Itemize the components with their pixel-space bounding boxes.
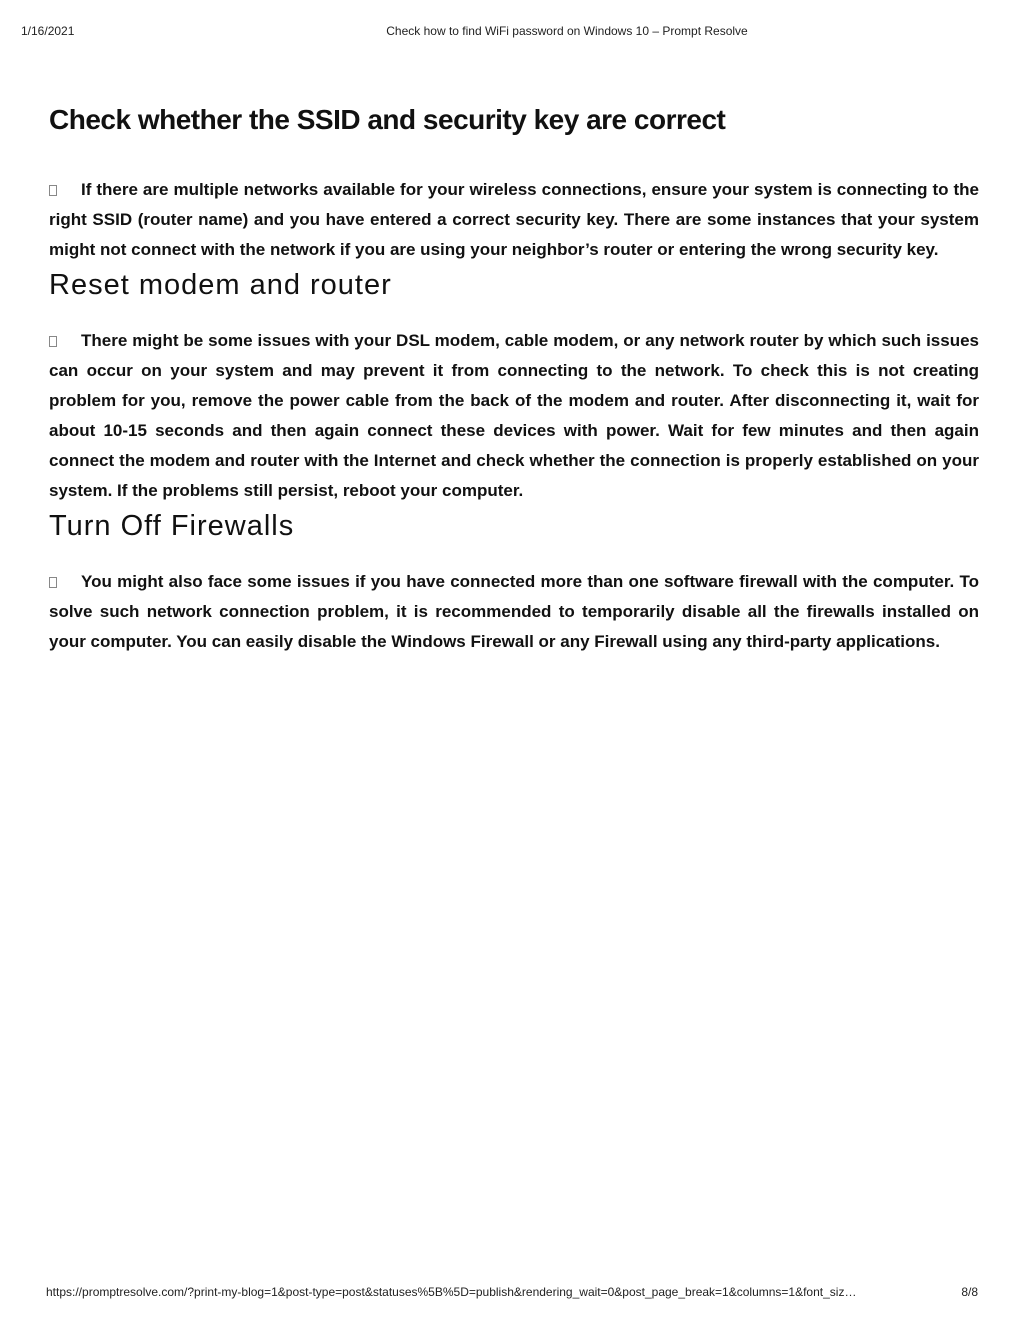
- heading-reset-modem-router: Reset modem and router: [49, 269, 392, 301]
- print-doc-title: Check how to find WiFi password on Windows 10 – Prompt Resolve: [386, 24, 748, 38]
- print-url: https://promptresolve.com/?print-my-blog=1&post-type=post&statuses%5B%5D=publish&rendering_wait=0&post_page_break=1&columns=1&font_siz…: [46, 1285, 857, 1299]
- missing-glyph-icon: [49, 185, 57, 196]
- paragraph-turn-off-firewalls: [49, 567, 979, 657]
- page-number: 8/8: [961, 1285, 978, 1299]
- paragraph-text: You might also face some issues if you have connected more than one software firewall with the computer. To solve such network connection problem, it is recommended to temporarily disable all the firewalls installed on your computer. You can easily disable the Windows Firewall or any Firewall using any third-party applications.: [49, 572, 979, 651]
- paragraph-ssid-security-key: [49, 175, 979, 265]
- article-content: [49, 100, 979, 657]
- paragraph-text: If there are multiple networks available for your wireless connections, ensure your system is connecting to the right SSID (router name) and you have entered a correct security key. There are some instances that your system might not connect with the network if you are using your neighbor’s router or entering the wrong security key.: [49, 180, 979, 259]
- missing-glyph-icon: [49, 577, 57, 588]
- heading-ssid-security-key: Check whether the SSID and security key are correct: [49, 104, 726, 135]
- missing-glyph-icon: [49, 336, 57, 347]
- paragraph-text: There might be some issues with your DSL modem, cable modem, or any network router by which such issues can occur on your system and may prevent it from connecting to the network. To check this is not creating problem for you, remove the power cable from the back of the modem and router. After disconnecting it, wait for about 10-15 seconds and then again connect these devices with power. Wait for few minutes and then again connect the modem and router with the Internet and check whether the connection is properly established on your system. If the problems still persist, reboot your computer.: [49, 331, 979, 500]
- print-footer: [46, 1285, 978, 1299]
- print-date: 1/16/2021: [21, 24, 75, 38]
- paragraph-reset-modem-router: [49, 326, 979, 506]
- print-header: [0, 24, 1024, 42]
- heading-turn-off-firewalls: Turn Off Firewalls: [49, 510, 295, 542]
